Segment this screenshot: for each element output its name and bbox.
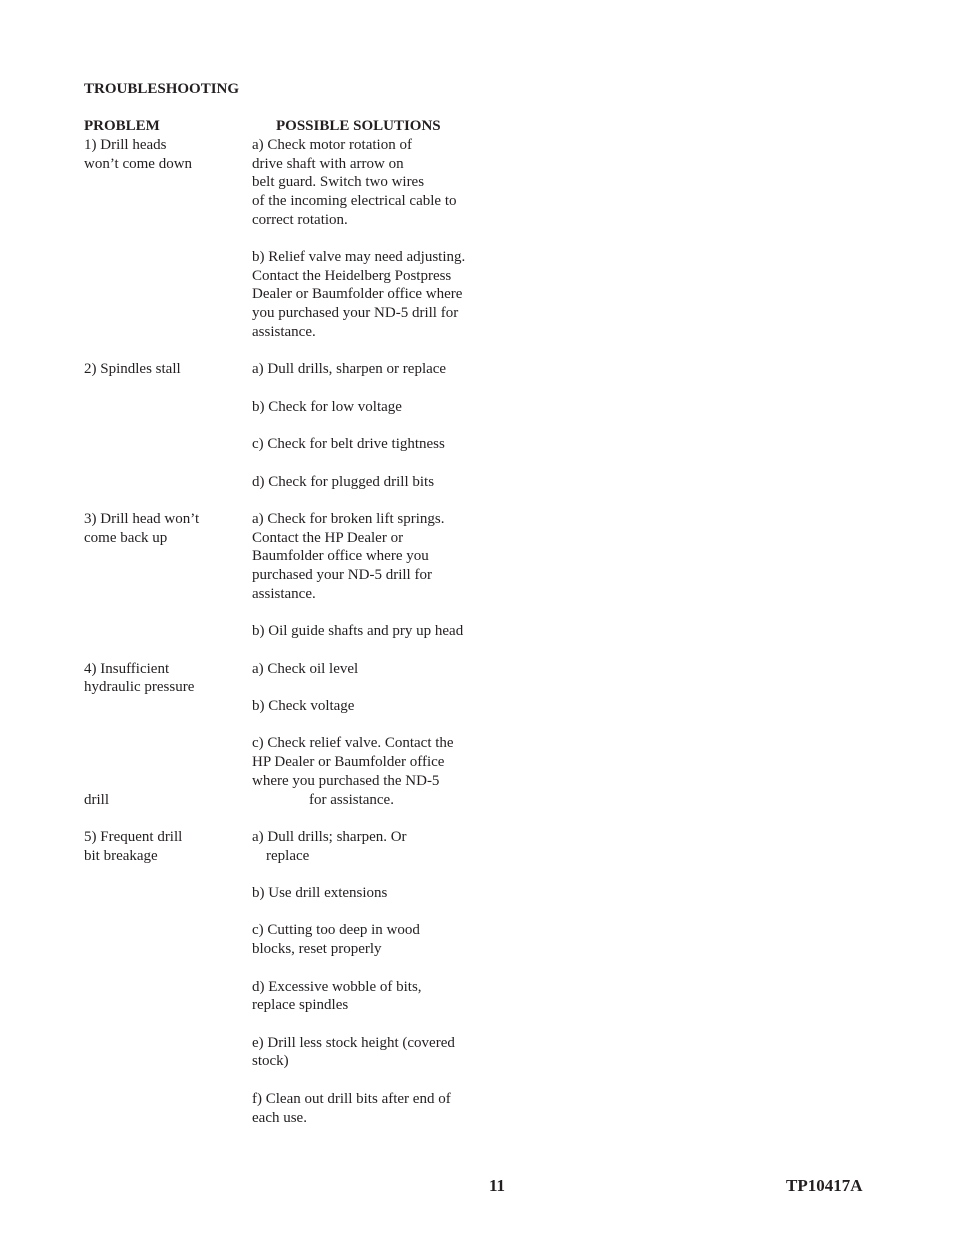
problem-4-solution-c-line-2: HP Dealer or Baumfolder office (252, 754, 445, 770)
problem-4-solution-c-line-3: where you purchased the ND-5 (252, 773, 440, 789)
problem-3-label-line-2: come back up (84, 530, 168, 546)
problem-5-solution-a-line-2: replace (266, 848, 310, 864)
problem-4-solution-a: a) Check oil level (252, 661, 359, 677)
problem-4-solution-c-line-1: c) Check relief valve. Contact the (252, 735, 454, 751)
problem-4-label-line-3: drill (84, 792, 109, 808)
problem-3-solution-a-line-1: a) Check for broken lift springs. (252, 511, 445, 527)
problem-4-solution-c-line-4: for assistance. (309, 792, 394, 808)
problem-1-solution-a-line-1: a) Check motor rotation of (252, 137, 412, 153)
problem-5-solution-e-line-2: stock) (252, 1053, 289, 1069)
problem-1-solution-a-line-4: of the incoming electrical cable to (252, 193, 457, 209)
problem-5-solution-f-line-2: each use. (252, 1110, 307, 1126)
problem-1-solution-b-line-5: assistance. (252, 324, 316, 340)
problem-5-solution-c-line-2: blocks, reset properly (252, 941, 382, 957)
problem-4-solution-b: b) Check voltage (252, 698, 355, 714)
problem-1-label-line-1: 1) Drill heads (84, 137, 167, 153)
problem-3-solution-b: b) Oil guide shafts and pry up head (252, 623, 464, 639)
problem-4-label-line-2: hydraulic pressure (84, 679, 195, 695)
problem-1-solution-b-line-3: Dealer or Baumfolder office where (252, 286, 463, 302)
problem-5-solution-d-line-1: d) Excessive wobble of bits, (252, 979, 422, 995)
problem-5-solution-a-line-1: a) Dull drills; sharpen. Or (252, 829, 407, 845)
problem-2-solution-a: a) Dull drills, sharpen or replace (252, 361, 447, 377)
problem-3-solution-a-line-5: assistance. (252, 586, 316, 602)
problem-2-label-line-1: 2) Spindles stall (84, 361, 181, 377)
problem-1-solution-b-line-4: you purchased your ND-5 drill for (252, 305, 459, 321)
problem-5-solution-d-line-2: replace spindles (252, 997, 349, 1013)
problem-3-solution-a-line-4: purchased your ND-5 drill for (252, 567, 432, 583)
problem-3-label-line-1: 3) Drill head won’t (84, 511, 200, 527)
problem-3-solution-a-line-3: Baumfolder office where you (252, 548, 429, 564)
problem-5-solution-c-line-1: c) Cutting too deep in wood (252, 922, 420, 938)
problem-column-header: PROBLEM (84, 118, 160, 134)
problem-4-label-line-1: 4) Insufficient (84, 661, 170, 677)
problem-5-label-line-1: 5) Frequent drill (84, 829, 183, 845)
problem-2-solution-d: d) Check for plugged drill bits (252, 474, 435, 490)
problem-2-solution-b: b) Check for low voltage (252, 399, 402, 415)
problem-5-solution-f-line-1: f) Clean out drill bits after end of (252, 1091, 451, 1107)
problem-1-solution-b-line-2: Contact the Heidelberg Postpress (252, 268, 452, 284)
solutions-column-header: POSSIBLE SOLUTIONS (276, 118, 441, 134)
page-heading: TROUBLESHOOTING (84, 81, 240, 97)
problem-1-solution-a-line-3: belt guard. Switch two wires (252, 174, 425, 190)
problem-3-solution-a-line-2: Contact the HP Dealer or (252, 530, 404, 546)
problem-5-solution-b: b) Use drill extensions (252, 885, 388, 901)
problem-2-solution-c: c) Check for belt drive tightness (252, 436, 445, 452)
document-code: TP10417A (786, 1176, 863, 1195)
problem-1-label-line-2: won’t come down (84, 156, 193, 172)
page-number: 11 (489, 1176, 506, 1195)
problem-5-label-line-2: bit breakage (84, 848, 158, 864)
problem-1-solution-a-line-5: correct rotation. (252, 212, 348, 228)
problem-1-solution-b-line-1: b) Relief valve may need adjusting. (252, 249, 466, 265)
problem-5-solution-e-line-1: e) Drill less stock height (covered (252, 1035, 455, 1051)
problem-1-solution-a-line-2: drive shaft with arrow on (252, 156, 404, 172)
